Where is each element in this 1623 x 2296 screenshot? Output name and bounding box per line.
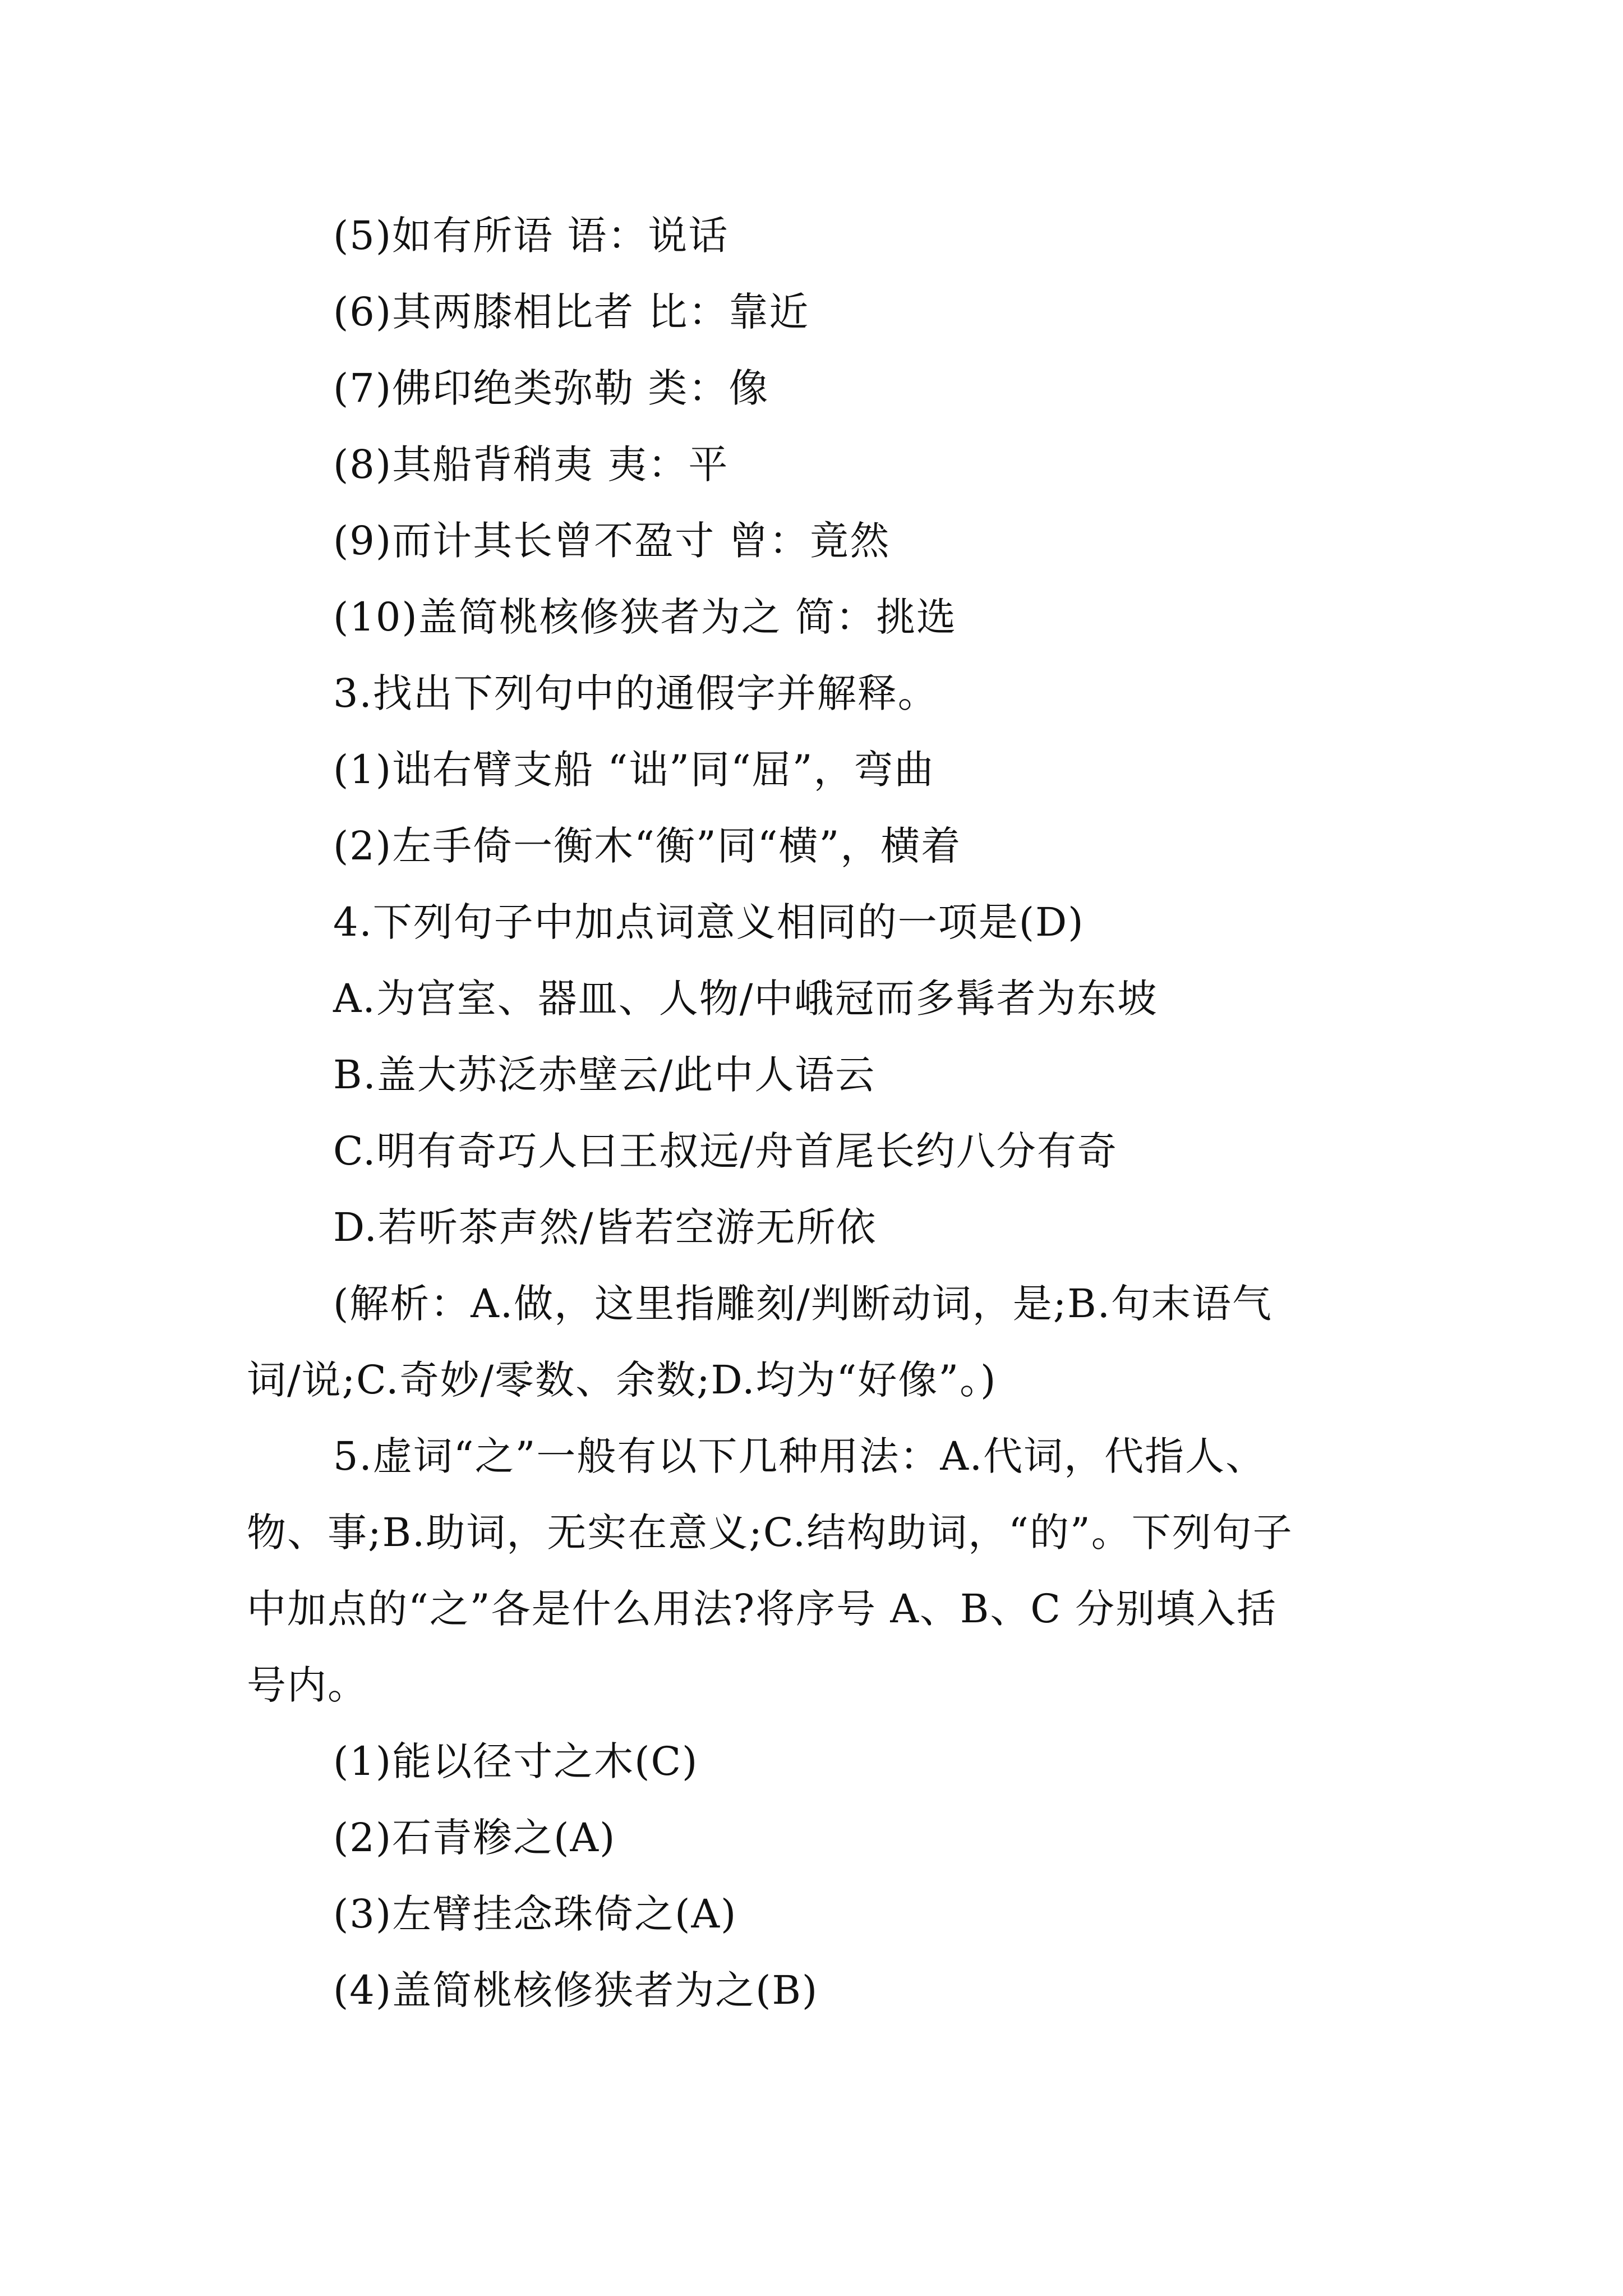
line-answer-6: (6)其两膝相比者 比：靠近 bbox=[333, 289, 810, 335]
line-answer-8: (8)其船背稍夷 夷：平 bbox=[333, 441, 729, 487]
question-5-heading: 5.虚词“之”一般有以下几种用法：A.代词，代指人、 bbox=[333, 1433, 1266, 1479]
question-5-heading-cont-1: 物、事;B.助词，无实在意义;C.结构助词，“的”。下列句子 bbox=[247, 1510, 1293, 1556]
line-answer-10: (10)盖简桃核修狭者为之 简：挑选 bbox=[333, 594, 957, 640]
question-4-option-d: D.若听茶声然/皆若空游无所依 bbox=[333, 1204, 877, 1250]
question-3-heading: 3.找出下列句中的通假字并解释。 bbox=[333, 670, 938, 716]
line-answer-7: (7)佛印绝类弥勒 类：像 bbox=[333, 365, 769, 411]
question-5-heading-cont-2: 中加点的“之”各是什么用法?将序号 A、B、C 分别填入括 bbox=[247, 1586, 1278, 1632]
question-5-heading-cont-3: 号内。 bbox=[247, 1662, 368, 1708]
line-answer-9: (9)而计其长曾不盈寸 曾：竟然 bbox=[333, 518, 891, 564]
question-4-option-a: A.为宫室、器皿、人物/中峨冠而多髯者为东坡 bbox=[333, 976, 1158, 1022]
question-5-item-1: (1)能以径寸之木(C) bbox=[333, 1738, 699, 1784]
question-4-analysis: (解析：A.做，这里指雕刻/判断动词，是;B.句末语气 bbox=[333, 1281, 1272, 1327]
question-5-item-4: (4)盖简桃核修狭者为之(B) bbox=[333, 1967, 819, 2013]
question-3-item-2: (2)左手倚一衡木“衡”同“横”，横着 bbox=[333, 823, 962, 869]
line-answer-5: (5)如有所语 语：说话 bbox=[333, 213, 729, 259]
question-4-analysis-cont: 词/说;C.奇妙/零数、余数;D.均为“好像”。) bbox=[247, 1357, 997, 1403]
question-5-item-3: (3)左臂挂念珠倚之(A) bbox=[333, 1891, 737, 1937]
question-4-option-b: B.盖大苏泛赤壁云/此中人语云 bbox=[333, 1052, 876, 1098]
question-4-option-c: C.明有奇巧人曰王叔远/舟首尾长约八分有奇 bbox=[333, 1128, 1118, 1174]
question-4-heading: 4.下列句子中加点词意义相同的一项是(D) bbox=[333, 899, 1085, 945]
question-3-item-1: (1)诎右臂支船 “诎”同“屈”，弯曲 bbox=[333, 747, 935, 793]
document-body bbox=[247, 197, 1402, 2028]
question-5-item-2: (2)石青糁之(A) bbox=[333, 1815, 616, 1861]
